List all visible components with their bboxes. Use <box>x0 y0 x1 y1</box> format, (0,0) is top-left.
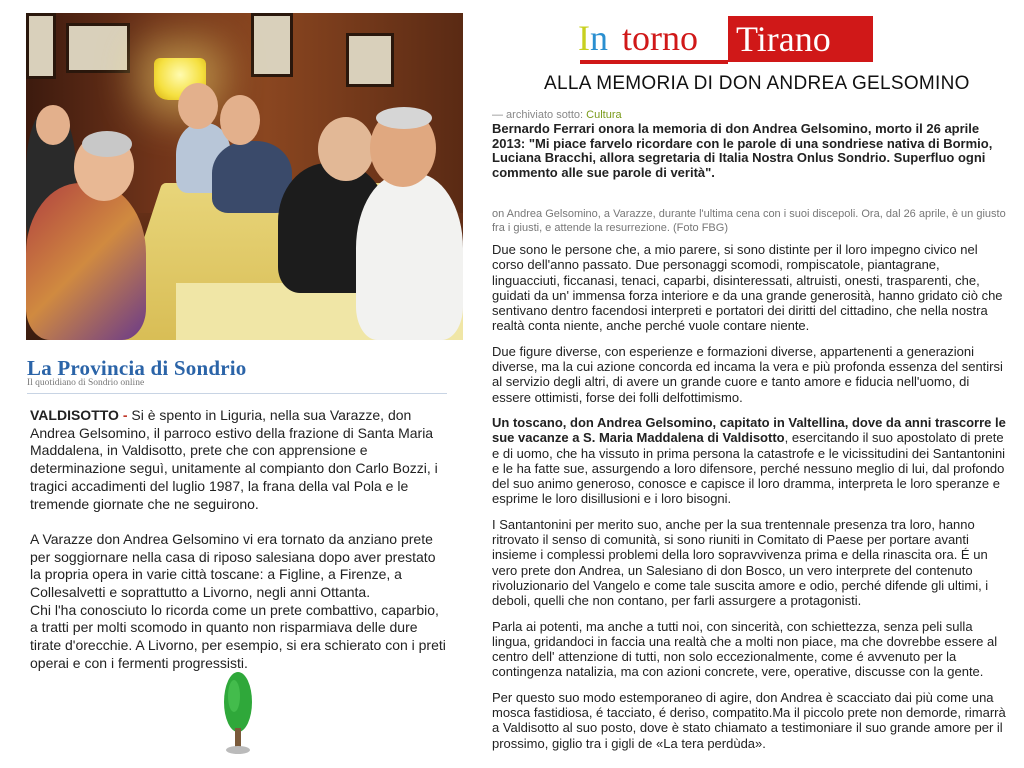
hair <box>376 107 432 129</box>
person-head <box>318 117 374 181</box>
person-head <box>220 95 260 145</box>
article-photo <box>26 13 463 340</box>
dateline-dash: - <box>118 407 132 423</box>
body-paragraph <box>492 415 1006 507</box>
filed-under <box>492 109 622 121</box>
wall-picture <box>26 13 56 79</box>
body-paragraph: Parla ai potenti, ma anche a tutti noi, con sincerità, con schiettezza, senza peli sulla lingua, gridandoci in faccia una realtà che a molti non piace, ma che dovrebbe essere al centro dell' attenzione di tutti, non solo eccezionalmente, come é avvenuto per la contingenza natalizia, ma con azioni concrete, vere, operative, discusse con la gente. <box>492 618 998 680</box>
article-body <box>492 242 1006 761</box>
logo-in: In <box>578 18 608 58</box>
intorno-tirano-logo[interactable] <box>578 16 878 64</box>
article-title: ALLA MEMORIA DI DON ANDREA GELSOMINO <box>544 73 970 94</box>
article-paragraph <box>30 407 448 513</box>
provincia-logo[interactable] <box>27 356 327 388</box>
article-description: Bernardo Ferrari onora la memoria di don Andrea Gelsomino, morto il 26 aprile 2013: "Mi piace farvelo ricordare con le parole di una sondriese nativa di Bormio, Luciana Bracchi, allora segretaria di Italia Nostra Onlus Sondrio. Superfluo ogni commento alle sue parole di verità". <box>492 121 993 181</box>
provincia-title: La Provincia di Sondrio <box>27 356 247 380</box>
wall-picture <box>251 13 293 77</box>
category-link-cultura[interactable]: Cultura <box>586 109 622 121</box>
tree-icon <box>218 672 258 758</box>
dateline: VALDISOTTO <box>30 407 119 423</box>
paragraph-text: A Varazze don Andrea Gelsomino vi era tornato da anziano prete per soggiornare nella casa di riposo salesiana dopo aver prestato la propria opera in varie città toscane: a Figline, a Firenze, a Collesalvetti e soprattutto a Livorno, negli anni Ottanta. <box>30 530 436 601</box>
photo-caption: on Andrea Gelsomino, a Varazze, durante l'ultima cena con i suoi discepoli. Ora, dal 26 aprile, è un giusto fra i giusti, e attende la resurrezione. (Foto FBG) <box>492 208 1006 234</box>
hair <box>82 131 132 157</box>
provincia-article <box>30 407 448 673</box>
filed-label: — archiviato sotto: <box>492 109 587 121</box>
logo-tirano-box <box>728 16 873 62</box>
provincia-subtitle: Il quotidiano di Sondrio online <box>27 378 145 388</box>
body-paragraph: Due figure diverse, con esperienze e formazioni diverse, appartenenti a generazioni diverse, ma la cui azione concorda ed incama la vera e più profonda essenza del sentirsi al servizio degli altri, di avere un grande cuore e tanto amore e fiducia nell'uomo, di essere ottimisti, forse dei folli delfottimismo. <box>492 343 1003 405</box>
body-bold-text: Un toscano, don Andrea Gelsomino, capitato in Valtellina, dove da anni trascorre le sue vacanze a S. Maria Maddalena di Valdisotto <box>492 414 1006 446</box>
wall-picture <box>346 33 394 87</box>
paragraph-text: Chi l'ha conosciuto lo ricorda come un prete combattivo, caparbio, a tratti per molti scomodo in quanto non risparmiava delle dure tirate d'orecchie. A Livorno, per esempio, si era schierato con i preti operai e con i fermenti progressisti. <box>30 601 446 671</box>
paragraph-text: Si è spento in Liguria, nella sua Varazze, don Andrea Gelsomino, il parroco estivo della frazione di Santa Maria Maddalena, in Valdisotto, prete che con apprensione e determinazione seguì, unitamente al compianto don Carlo Bozzi, i tragici accadimenti del luglio 1987, la frana della val Pola e le tremende giornate che ne seguirono. <box>30 407 438 512</box>
person <box>356 173 463 340</box>
wall-picture <box>66 23 130 73</box>
person-head <box>36 105 70 145</box>
body-paragraph: I Santantonini per merito suo, anche per la sua trentennale presenza tra loro, hanno ritrovato il senso di comunità, si sono riuniti in Comitato di Paese per portare avanti insieme i complessi problemi della loro sopravvivenza prima e della rinascita ora. É un vero prete don Andrea, un Salesiano di don Bosco, un vero interprete del contenuto rivoluzionario del Vangelo e come tale suscita amore e odio, perché difende gli ultimi, i deboli, quelli che non contano, per farli assurgere a protagonisti. <box>492 516 989 609</box>
logo-tirano: Tirano <box>736 19 831 59</box>
person-head <box>178 83 218 129</box>
body-text: , esercitando il suo apostolato di prete e di uomo, che ha vissuto in prima persona la catastrofe e le vicissitudini dei Santantonini e le ha fatte sue, assurgendo a loro difensore, perché nessuno meglio di lui, dal profondo del suo animo generoso, conosce e capisce il loro dramma, interpreta le loro speranze e esprime le loro disillusioni e i loro bisogni. <box>492 430 1006 507</box>
body-paragraph: Per questo suo modo estemporaneo di agire, don Andrea è scacciato dai più come una mosca fastidiosa, é tacciato, é deriso, compatito.Ma il piccolo prete non demorde, rimarrà a Valdisotto al suo posto, dove è stato chiamato a testimoniare il suo grande amore per il prossimo, giglio tra i gigli de «La tera perdùda». <box>492 689 1006 751</box>
article-paragraph <box>30 531 448 673</box>
divider <box>27 393 447 394</box>
person <box>26 183 146 340</box>
body-paragraph: Due sono le persone che, a mio parere, si sono distinte per il loro impegno civico nel corso dell'anno passato. Due personaggi scomodi, rompiscatole, piantagrane, linguacciuti, ficcanasi, tenaci, caparbi, disinteressati, altruisti, onesti, trasparenti, che, guidati da un' immensa forza interiore e da una grande generosità, hanno gridato ciò che sentivano dentro facendosi interpreti e portatori dei diritti del cittadino, che nella nostra realtà conta niente, anche perché vuole contare niente. <box>492 242 1003 334</box>
logo-torno: torno <box>622 18 698 58</box>
logo-underline <box>580 60 728 64</box>
